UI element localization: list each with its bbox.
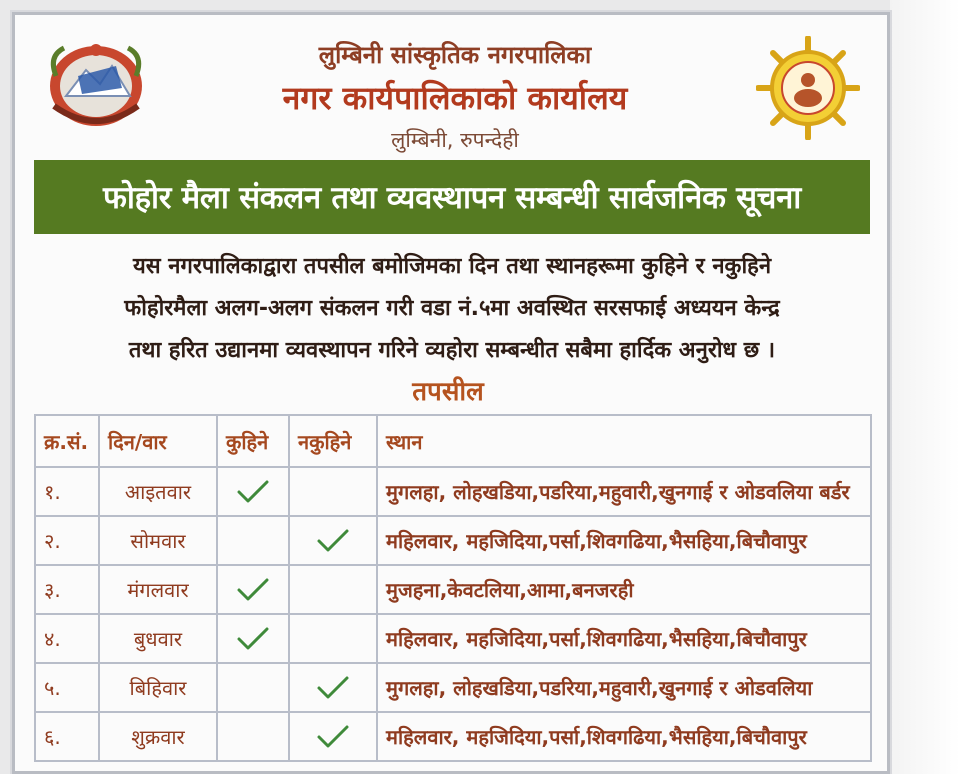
municipality-name: लुम्बिनी सांस्कृतिक नगरपालिका [318,41,592,69]
background-edge [890,0,960,774]
row-place: महिलवार, महजिदिया,पर्सा,शिवगढिया,भैसहिया,बिचौवापुर [377,614,871,663]
row-non-biodegradable [289,467,377,516]
row-serial: ६. [35,712,99,761]
check-mark-icon [236,479,270,505]
check-mark-icon [236,577,270,603]
header-non-biodegradable: नकुहिने [289,415,377,467]
header-day: दिन/वार [99,415,217,467]
notice-text [24,246,880,372]
row-biodegradable [217,663,289,712]
dharma-wheel-buddha-icon [756,36,860,140]
row-day: आइतवार [99,467,217,516]
row-place: महिलवार, महजिदिया,पर्सा,शिवगढिया,भैसहिया,बिचौवापुर [377,516,871,565]
table-header-row [35,415,871,467]
table-row [35,614,871,663]
row-serial: १. [35,467,99,516]
row-day: मंगलवार [99,565,217,614]
header-serial: क्र.सं. [35,415,99,467]
check-mark-icon [316,724,350,750]
row-non-biodegradable [289,663,377,712]
row-day: बिहिवार [99,663,217,712]
row-serial: २. [35,516,99,565]
row-serial: ४. [35,614,99,663]
row-non-biodegradable [289,565,377,614]
office-location: लुम्बिनी, रुपन्देही [391,128,519,152]
row-biodegradable [217,516,289,565]
table-row [35,467,871,516]
table-row [35,712,871,761]
row-non-biodegradable [289,614,377,663]
row-biodegradable [217,565,289,614]
row-non-biodegradable [289,516,377,565]
row-place: महिलवार, महजिदिया,पर्सा,शिवगढिया,भैसहिया,बिचौवापुर [377,712,871,761]
nepal-emblem-icon [42,36,150,132]
row-place: मुगलहा, लोहखडिया,पडरिया,महुवारी,खुनगाई र ओडवलिया [377,663,871,712]
header-biodegradable: कुहिने [217,415,289,467]
row-place: मुगलहा, लोहखडिया,पडरिया,महुवारी,खुनगाई र ओडवलिया बर्डर [377,467,871,516]
notice-line: यस नगरपालिकाद्वारा तपसील बमोजिमका दिन तथा स्थानहरूमा कुहिने र नकुहिने [132,254,772,279]
office-title: नगर कार्यपालिकाको कार्यालय [282,79,628,117]
notice-line: तथा हरित उद्यानमा व्यवस्थापन गरिने व्यहोरा सम्बन्धीत सबैमा हार्दिक अनुरोध छ । [128,338,776,363]
notice-line: फोहोरमैला अलग-अलग संकलन गरी वडा नं.५मा अवस्थित सरसफाई अध्ययन केन्द्र [124,296,780,321]
check-mark-icon [316,675,350,701]
row-day: सोमवार [99,516,217,565]
row-biodegradable [217,467,289,516]
table-title: तपसील [412,377,484,407]
table-row [35,663,871,712]
row-day: शुक्रवार [99,712,217,761]
row-biodegradable [217,712,289,761]
row-day: बुधवार [99,614,217,663]
row-biodegradable [217,614,289,663]
row-place: मुजहना,केवटलिया,आमा,बनजरही [377,565,871,614]
row-serial: ३. [35,565,99,614]
table-row [35,565,871,614]
table-row [35,516,871,565]
schedule-table [34,414,872,762]
row-non-biodegradable [289,712,377,761]
header-place: स्थान [377,415,871,467]
notice-banner: फोहोर मैला संकलन तथा व्यवस्थापन सम्बन्धी सार्वजनिक सूचना [34,160,870,234]
row-serial: ५. [35,663,99,712]
check-mark-icon [316,528,350,554]
check-mark-icon [236,626,270,652]
